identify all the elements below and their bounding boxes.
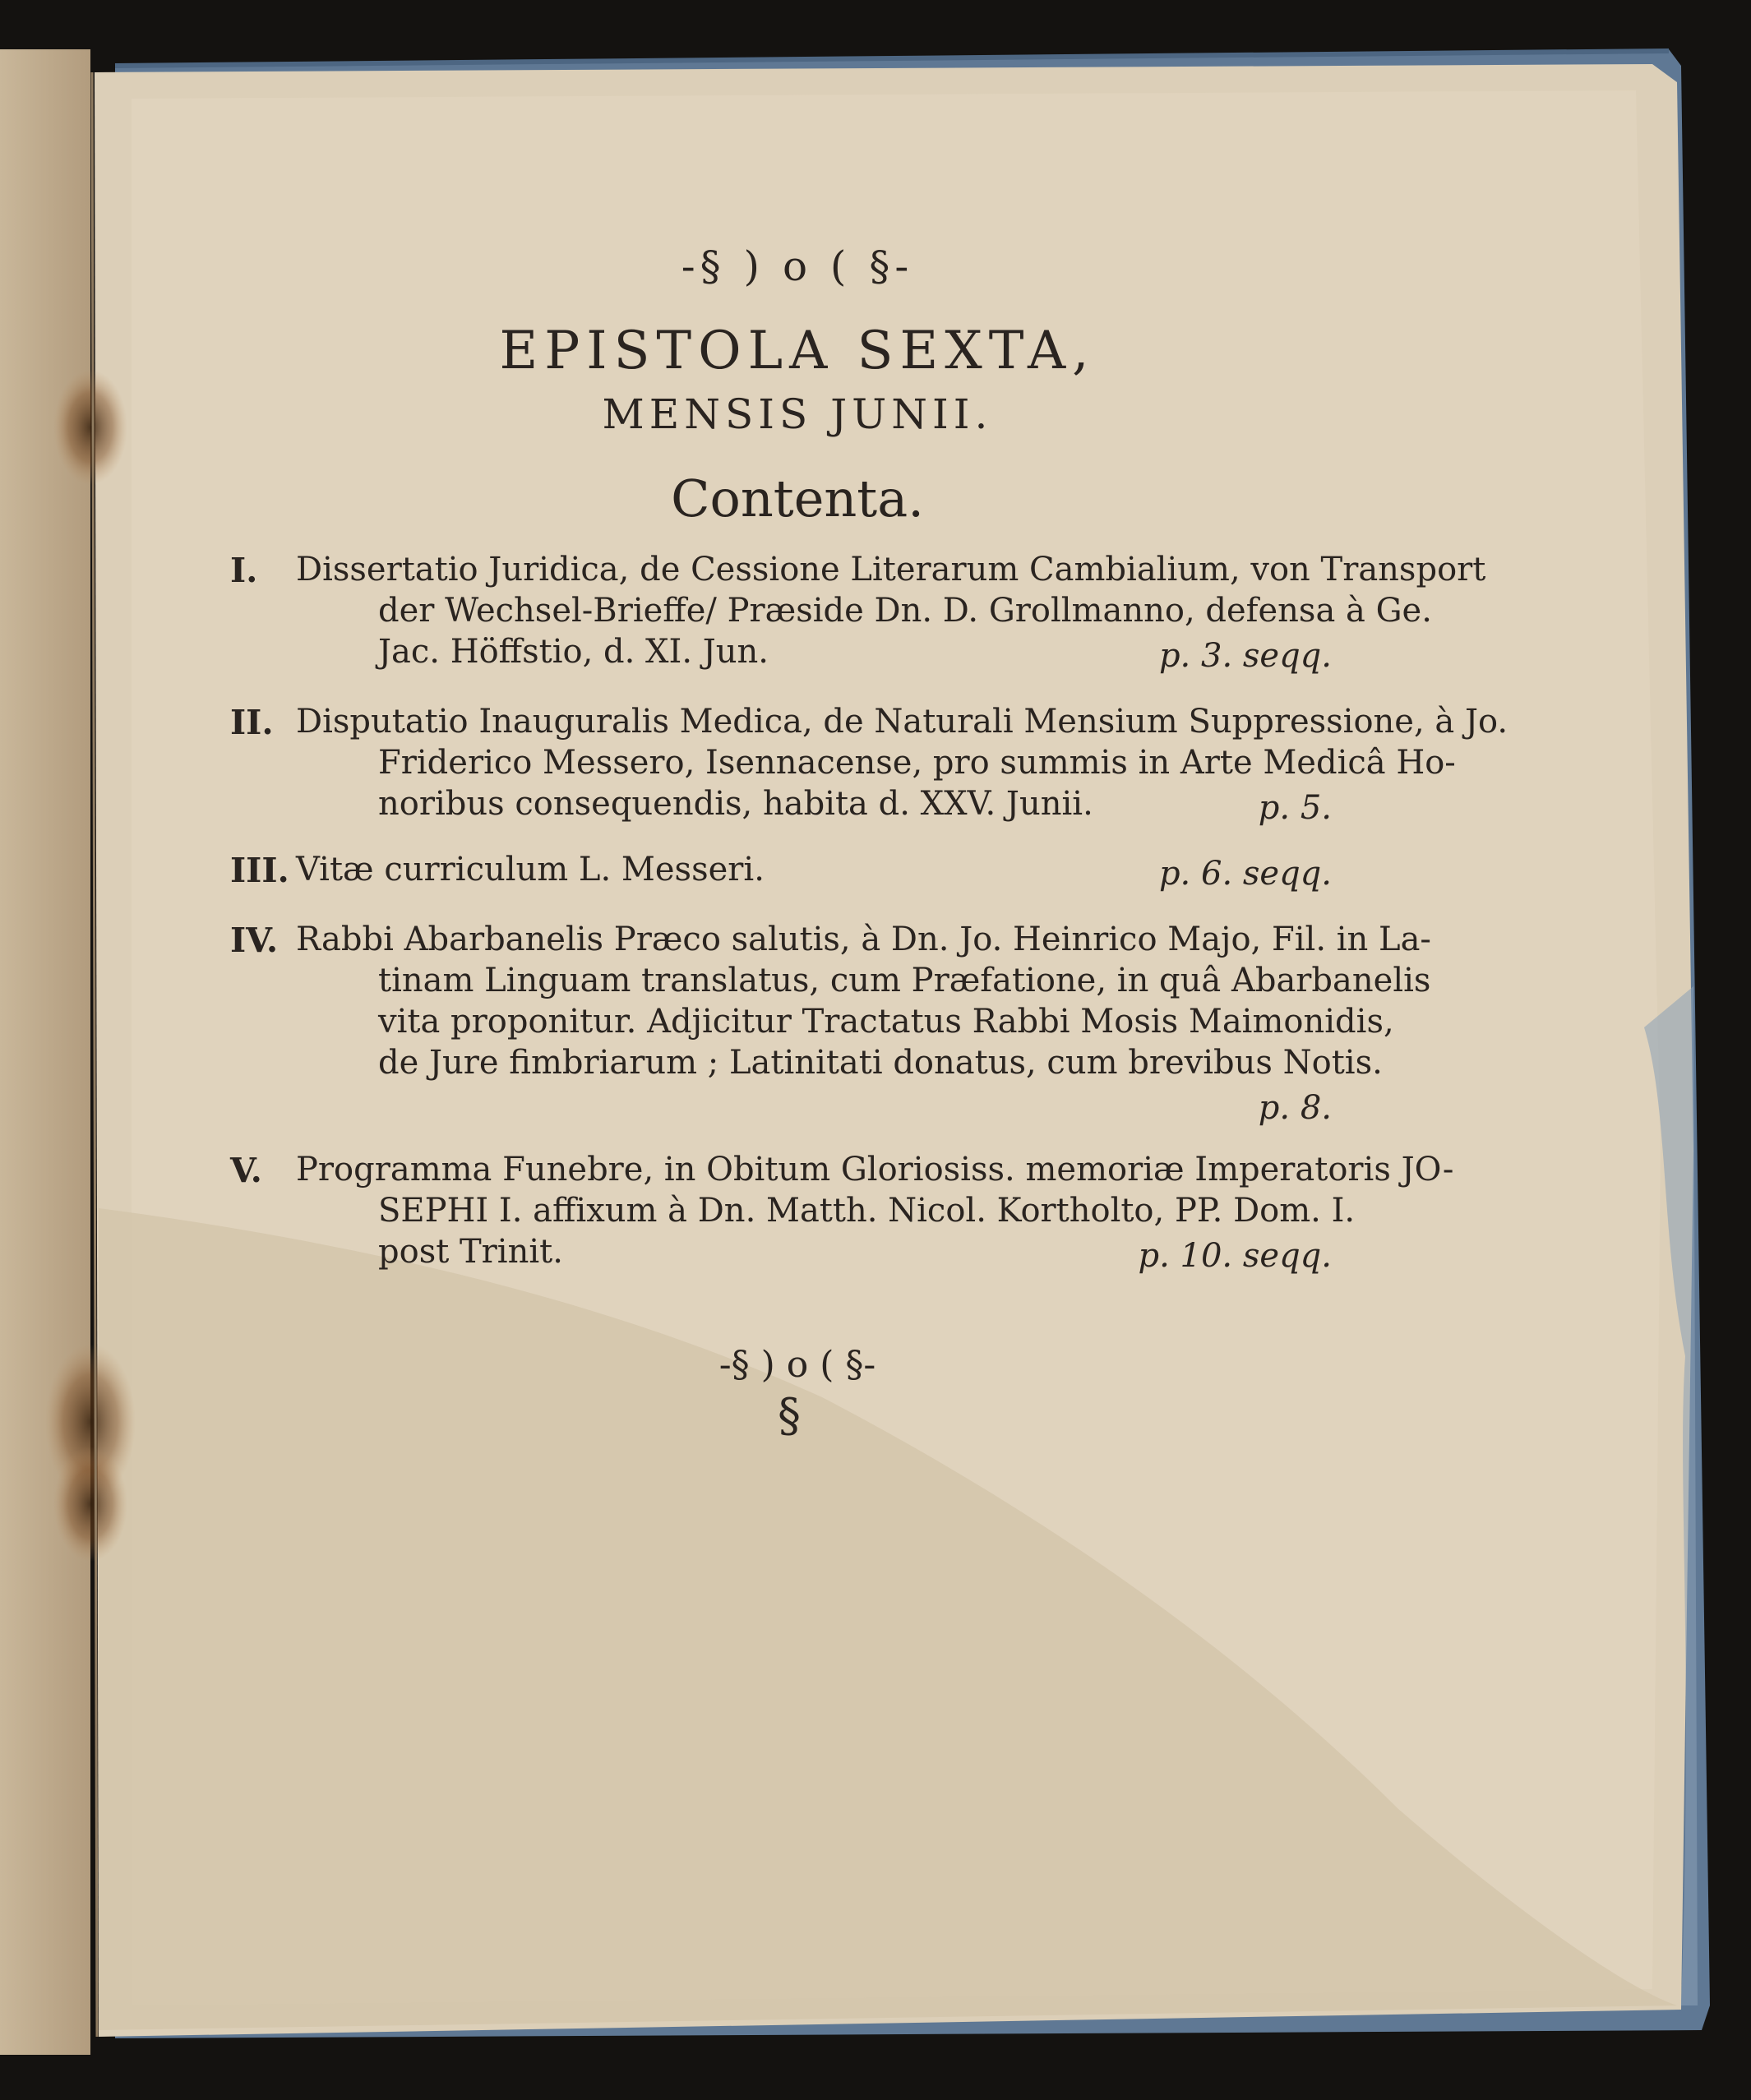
entry-page-ref: p. 10. seqq. [1138, 1237, 1332, 1275]
header-ornament: -§ ) o ( §- [681, 242, 914, 290]
entry-numeral: I. [230, 551, 258, 590]
entry-line: der Wechsel-Brieffe/ Præside Dn. D. Grollmanno, defensa à Ge. [378, 592, 1432, 630]
tailpiece-icon: § [778, 1389, 801, 1442]
entry-numeral: III. [230, 851, 289, 890]
entry-page-ref: p. 6. seqq. [1158, 855, 1332, 893]
entry-line: Jac. Höffstio, d. XI. Jun. [378, 633, 769, 671]
entry-numeral: II. [230, 703, 274, 742]
entry-page-ref: p. 3. seqq. [1158, 637, 1332, 675]
footer-ornament: -§ ) o ( §- [718, 1344, 876, 1386]
entry-line: de Jure fimbriarum ; Latinitati donatus, cum brevibus Notis. [378, 1044, 1383, 1082]
entry-line: Vitæ curriculum L. Messeri. [296, 851, 765, 888]
entry-numeral: IV. [230, 921, 279, 960]
entry-line: Rabbi Abarbanelis Præco salutis, à Dn. Jo. Heinrico Majo, Fil. in La- [296, 921, 1431, 958]
contents-heading: Contenta. [671, 468, 924, 528]
entry-line: noribus consequendis, habita d. XXV. Junii. [378, 785, 1093, 823]
entry-line: vita proponitur. Adjicitur Tractatus Rabbi Mosis Maimonidis, [378, 1003, 1394, 1041]
page-subtitle: MENSIS JUNII. [602, 390, 993, 438]
entry-line: Friderico Messero, Isennacense, pro summis in Arte Medicâ Ho- [378, 744, 1456, 782]
entry-line: Dissertatio Juridica, de Cessione Literarum Cambialium, von Transport [296, 551, 1486, 588]
entry-page-ref: p. 8. [1258, 1089, 1332, 1127]
entry-page-ref: p. 5. [1258, 789, 1332, 827]
entry-line: Disputatio Inauguralis Medica, de Naturali Mensium Suppressione, à Jo. [296, 703, 1508, 741]
entry-line: Programma Funebre, in Obitum Gloriosiss. memoriæ Imperatoris JO- [296, 1151, 1454, 1188]
page-title: EPISTOLA SEXTA, [499, 321, 1096, 381]
entry-line: tinam Linguam translatus, cum Præfatione, in quâ Abarbanelis [378, 962, 1431, 999]
entry-line: SEPHI I. affixum à Dn. Matth. Nicol. Kortholto, PP. Dom. I. [378, 1192, 1356, 1230]
entry-numeral: V. [230, 1151, 262, 1190]
entry-line: post Trinit. [378, 1233, 563, 1271]
